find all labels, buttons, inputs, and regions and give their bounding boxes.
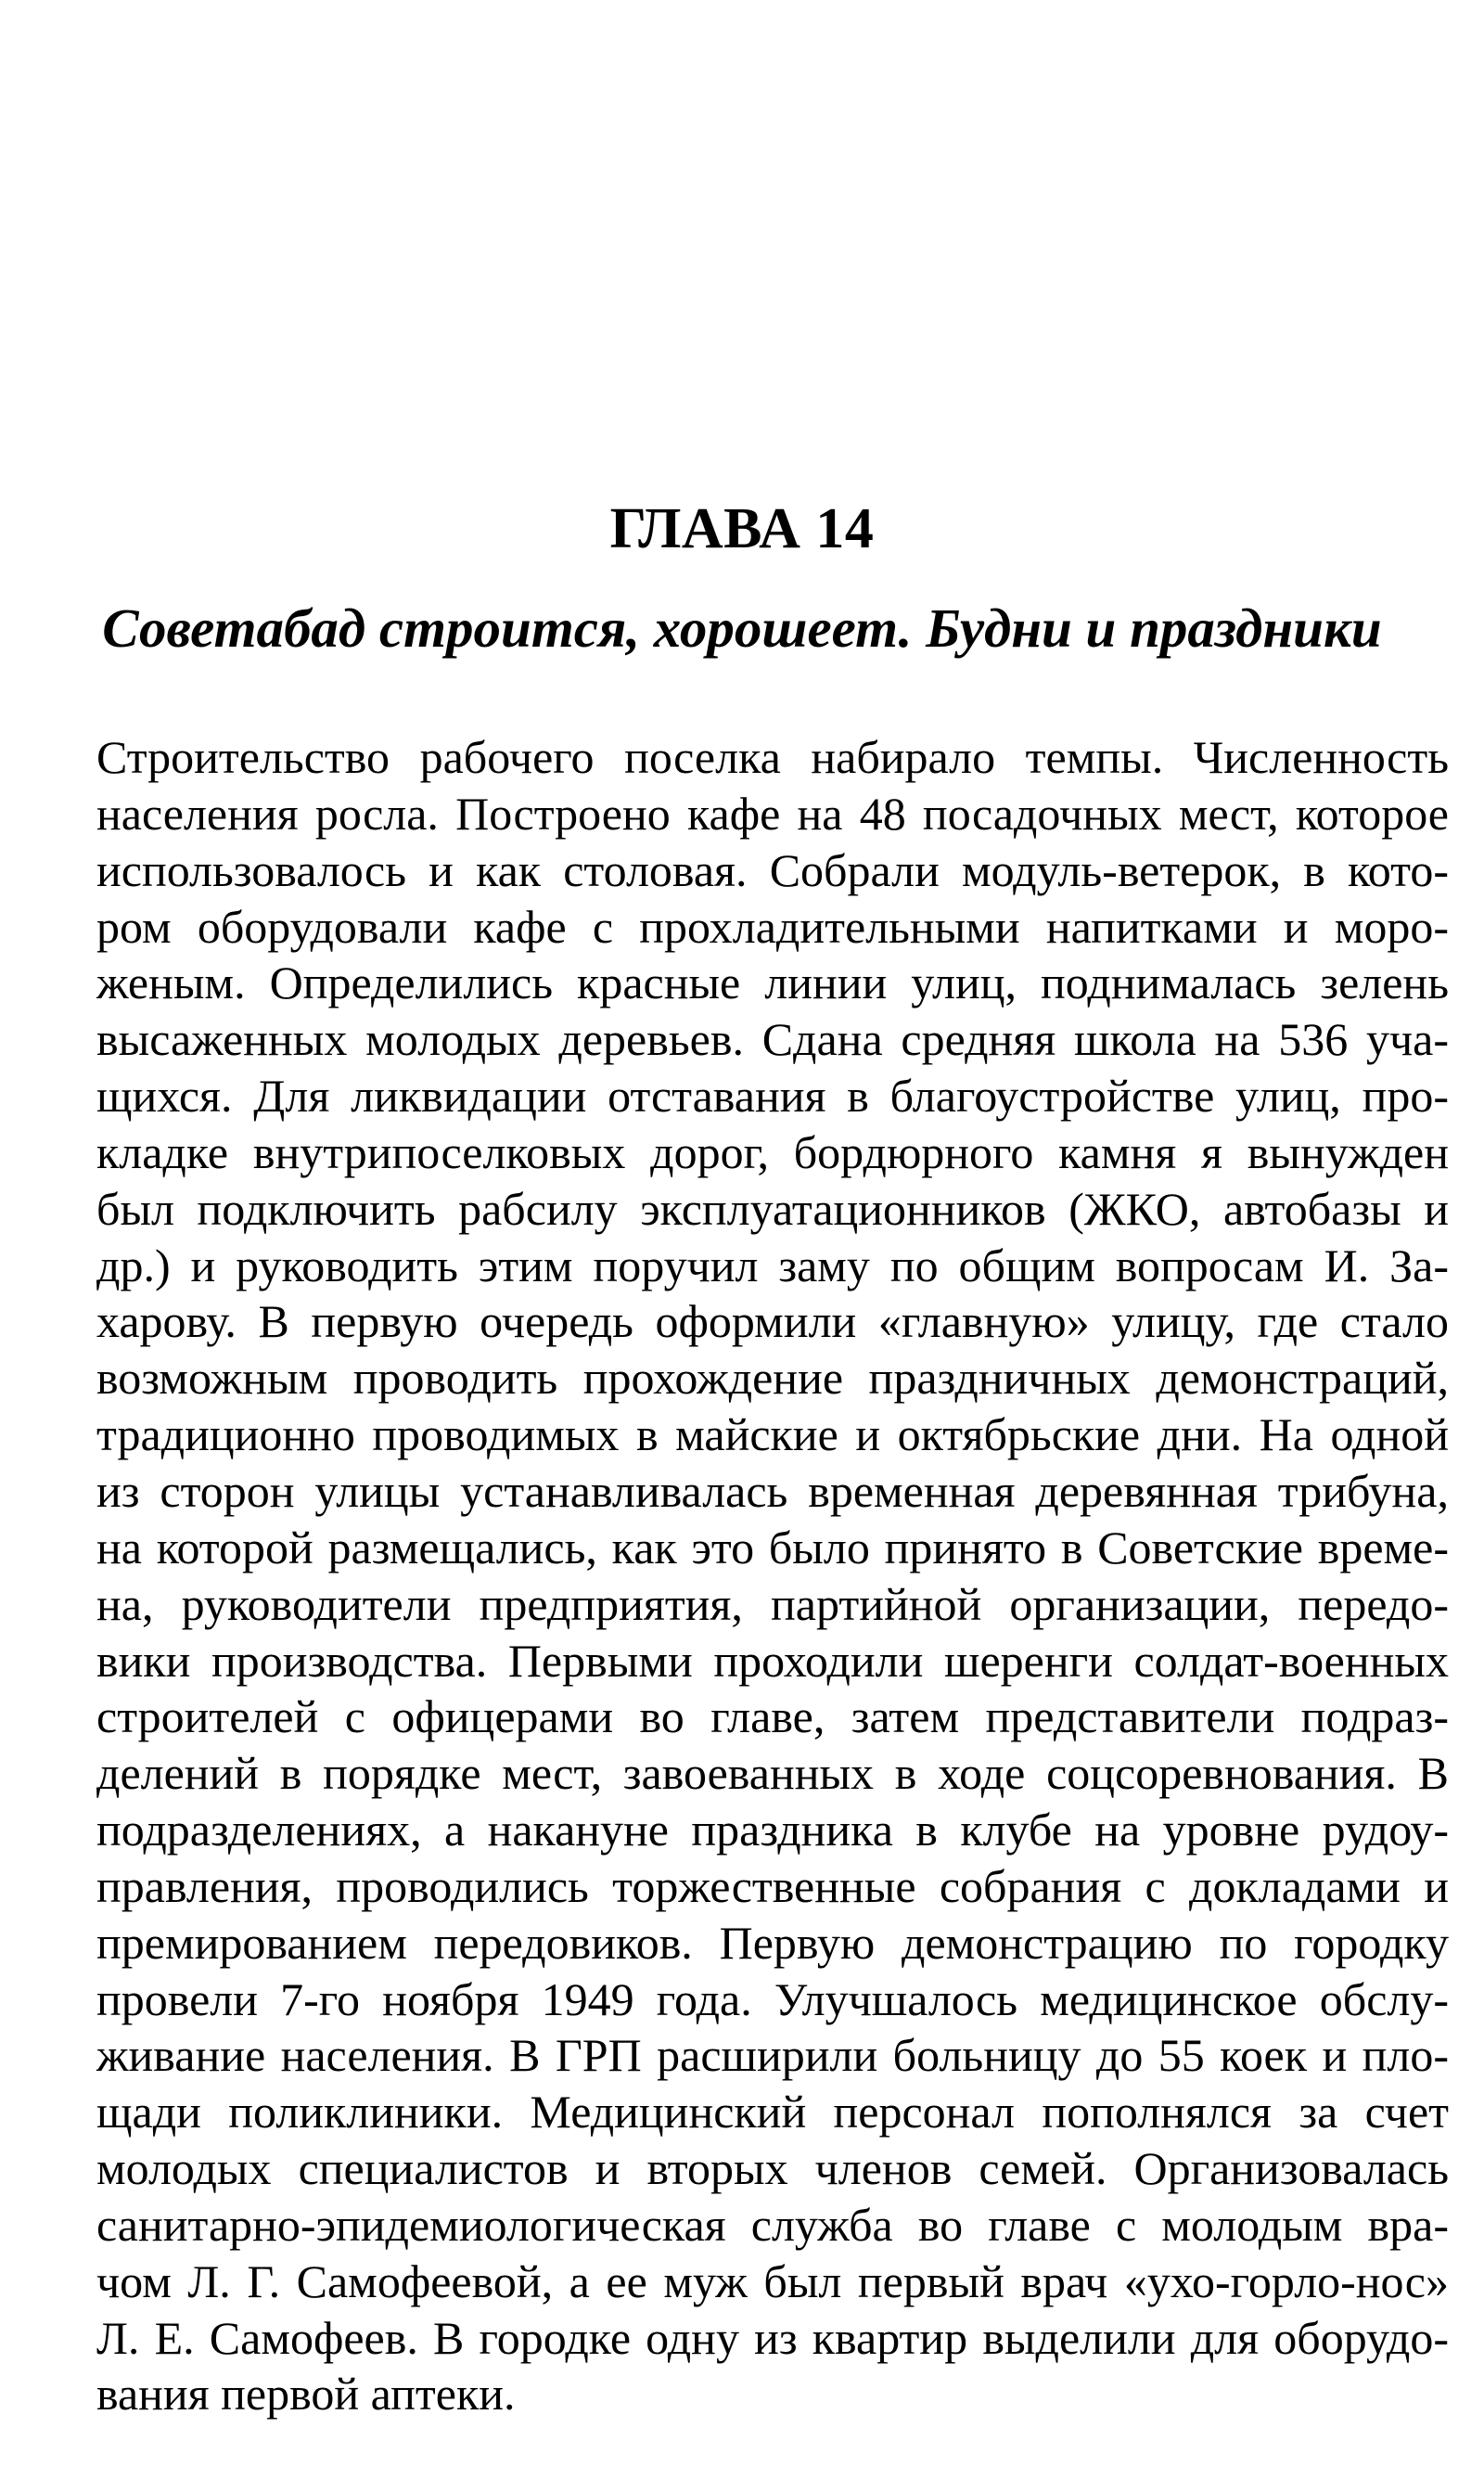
body-line: Строительство рабочего поселка набирало темпы. Численность	[96, 731, 1449, 783]
body-line: на которой размещались, как это было принято в Советские време-	[96, 1521, 1449, 1573]
body-line: вики производства. Первыми проходили шеренги солдат-военных	[96, 1634, 1449, 1687]
body-line: женым. Определились красные линии улиц, поднималась зелень	[96, 957, 1449, 1009]
body-line: строителей с офицерами во главе, затем представители подраз-	[96, 1690, 1449, 1743]
body-line: молодых специалистов и вторых членов семей. Организовалась	[96, 2142, 1449, 2195]
chapter-body	[96, 729, 1449, 2422]
body-line: Л. Е. Самофеев. В городке одну из квартир выделили для оборудо-	[96, 2311, 1449, 2364]
body-line: чом Л. Г. Самофеевой, а ее муж был первый врач «ухо-горло-нос»	[96, 2254, 1449, 2307]
body-line: премированием передовиков. Первую демонстрацию по городку	[96, 1916, 1449, 1969]
body-line: на, руководители предприятия, партийной организации, передо-	[96, 1577, 1449, 1630]
body-line: из сторон улицы устанавливалась временная деревянная трибуна,	[96, 1464, 1449, 1517]
body-line: возможным проводить прохождение праздничных демонстраций,	[96, 1352, 1449, 1405]
body-line: высаженных молодых деревьев. Сдана средняя школа на 536 уча-	[96, 1013, 1449, 1066]
body-line: др.) и руководить этим поручил заму по общим вопросам И. За-	[96, 1239, 1449, 1291]
body-line: использовалось и как столовая. Собрали модуль-ветерок, в кото-	[96, 843, 1449, 896]
body-line: вания первой аптеки.	[96, 2368, 516, 2421]
body-line: традиционно проводимых в майские и октябрьские дни. На одной	[96, 1408, 1449, 1461]
body-line: щади поликлиники. Медицинский персонал пополнялся за счет	[96, 2086, 1449, 2138]
body-line: харову. В первую очередь оформили «главную» улицу, где стало	[96, 1295, 1449, 1348]
chapter-heading: ГЛАВА 14	[609, 497, 875, 560]
body-line: подразделениях, а накануне праздника в клубе на уровне рудоу-	[96, 1804, 1449, 1856]
body-line: живание населения. В ГРП расширили больницу до 55 коек и пло-	[96, 2029, 1449, 2082]
body-line: санитарно-эпидемиологическая служба во главе с молодым вра-	[96, 2198, 1449, 2251]
body-line: ром оборудовали кафе с прохладительными напитками и моро-	[96, 900, 1449, 953]
body-line: делений в порядке мест, завоеванных в ходе соцсоревнования. В	[96, 1747, 1449, 1800]
body-line: правления, проводились торжественные собрания с докладами и	[96, 1859, 1449, 1912]
body-line: провели 7-го ноября 1949 года. Улучшалось медицинское обслу-	[96, 1972, 1449, 2025]
chapter-subtitle: Советабад строится, хорошеет. Будни и праздники	[102, 597, 1382, 659]
body-line: был подключить рабсилу эксплуатационников (ЖКО, автобазы и	[96, 1182, 1449, 1235]
body-line: населения росла. Построено кафе на 48 посадочных мест, которое	[96, 787, 1449, 840]
body-line: щихся. Для ликвидации отставания в благоустройстве улиц, про-	[96, 1070, 1449, 1123]
body-line: кладке внутрипоселковых дорог, бордюрного камня я вынужден	[96, 1125, 1449, 1178]
